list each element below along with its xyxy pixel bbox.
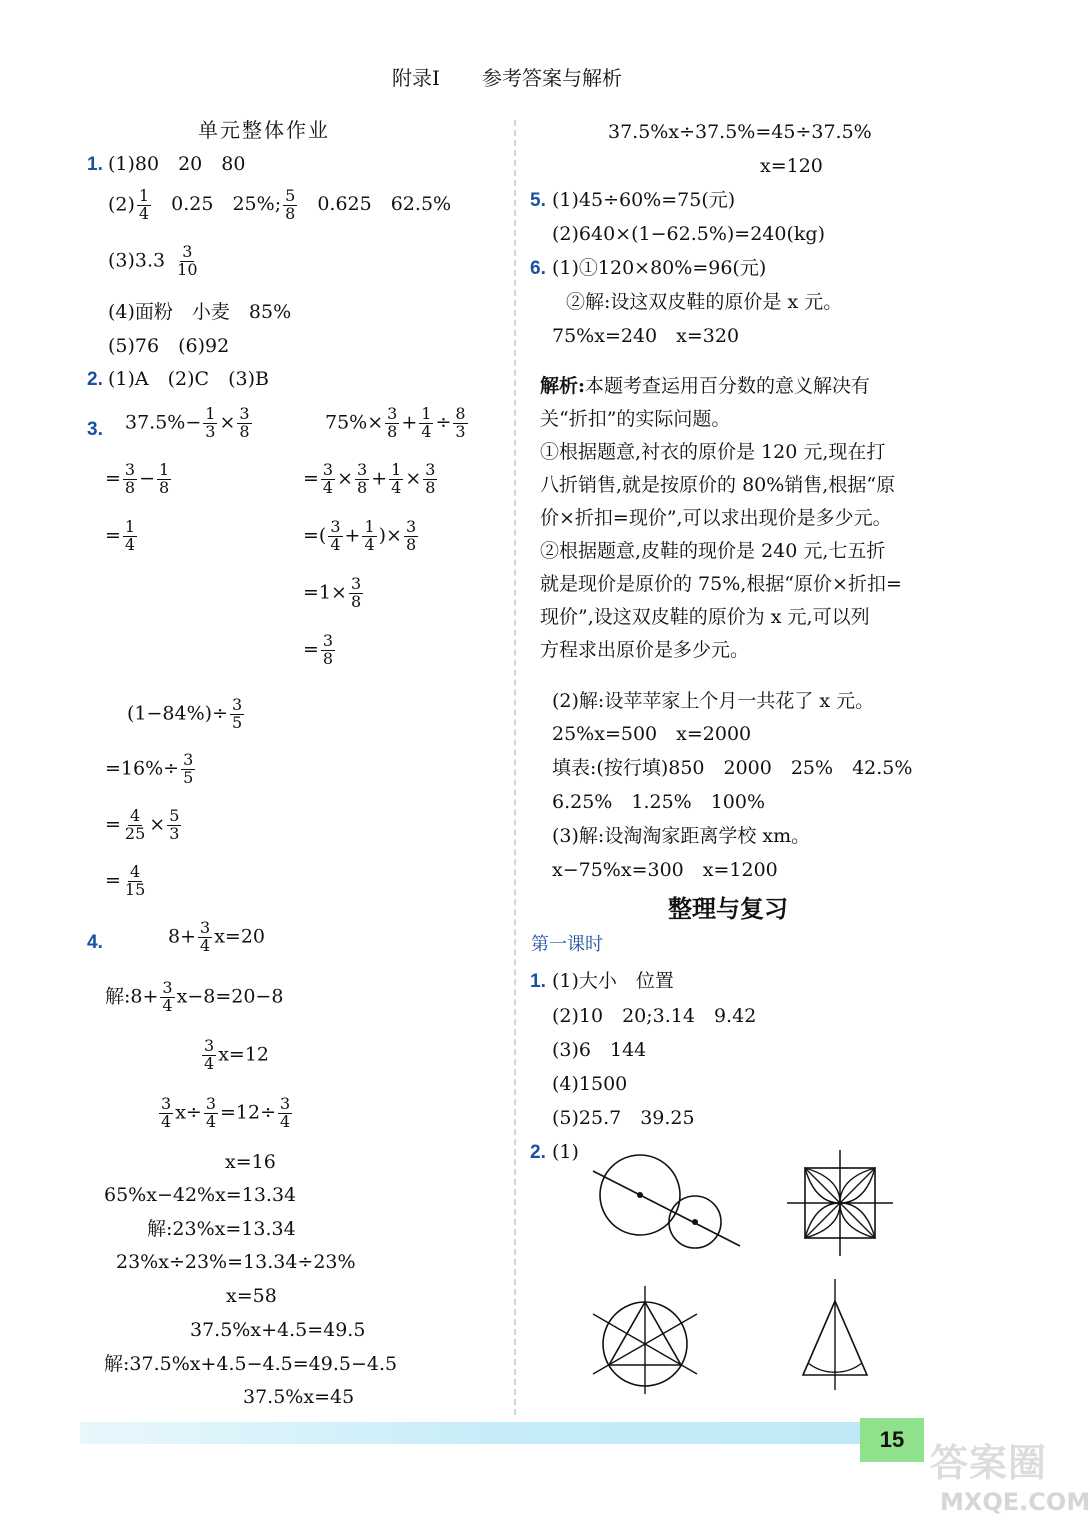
expression-line: [325, 406, 470, 441]
numerator: 3: [357, 460, 368, 479]
equation-line: 37.5%x+4.5=49.5: [190, 1319, 366, 1341]
expression-line: [303, 576, 365, 611]
fraction: [453, 406, 467, 441]
answer-line: 75%x=240 x=320: [552, 325, 740, 347]
denominator: 4: [138, 203, 150, 223]
text: =: [303, 638, 319, 661]
answer-line: (2)640×(1−62.5%)=240(kg): [552, 223, 825, 245]
question-number: 6.: [530, 258, 546, 279]
denominator: 4: [204, 1053, 215, 1073]
equation-line: 37.5%x÷37.5%=45÷37.5%: [608, 121, 872, 143]
answer-line: 6.25% 1.25% 100%: [552, 791, 766, 813]
text: 75%×: [325, 411, 384, 434]
denominator: 5: [183, 767, 194, 787]
fraction: [123, 462, 137, 497]
denominator: 4: [162, 995, 173, 1015]
denominator: 4: [391, 477, 402, 497]
answer-line: (1)①120×80%=96(元): [552, 257, 767, 279]
denominator: 8: [159, 477, 170, 497]
equation-line: [105, 980, 283, 1015]
denominator: 4: [364, 534, 375, 554]
answer-line: (2)解:设苹苹家上个月一共花了 x 元。: [552, 690, 875, 712]
numerator: 4: [130, 806, 141, 825]
answer-line: (1): [552, 1141, 579, 1163]
center-dot: [637, 1192, 643, 1198]
fraction: [321, 462, 335, 497]
square-petal-figure: [785, 1148, 895, 1258]
text: ÷: [435, 411, 452, 434]
triangle-arc-figure: [795, 1275, 885, 1405]
analysis-line: 方程求出原价是多少元。: [540, 639, 750, 661]
answer-line: (4)面粉 小麦 85%: [108, 301, 292, 323]
fraction: [123, 864, 147, 899]
answer-line: 25%x=500 x=2000: [552, 723, 752, 745]
denominator: 4: [280, 1111, 291, 1131]
expression-line: [303, 462, 439, 497]
watermark-url: MXQE.COM: [940, 1488, 1090, 1516]
fraction: [204, 1096, 218, 1131]
fraction: [230, 697, 244, 732]
answer-line: (5)25.7 39.25: [552, 1107, 695, 1129]
expression-line: [303, 519, 420, 554]
answer-line: (1)A (2)C (3)B: [108, 368, 269, 390]
answer-line: (1)80 20 80: [108, 153, 246, 175]
fraction: [321, 633, 335, 668]
text: =: [105, 524, 121, 547]
numerator: 1: [205, 404, 216, 423]
section-title: 单元整体作业: [198, 118, 330, 142]
numerator: 1: [124, 517, 136, 536]
answer-line: (2)10 20;3.14 9.42: [552, 1005, 757, 1027]
fraction: [160, 980, 174, 1015]
equation-line: [200, 1038, 269, 1073]
denominator: 5: [231, 712, 243, 732]
question-number: 2.: [87, 369, 103, 390]
equation-line: 23%x÷23%=13.34÷23%: [116, 1251, 356, 1273]
text: =: [105, 813, 121, 836]
fraction: [404, 519, 418, 554]
equation-line: 解:37.5%x+4.5−4.5=49.5−4.5: [104, 1353, 398, 1375]
text: ×: [405, 467, 422, 490]
fraction: [328, 519, 342, 554]
analysis-line: [540, 377, 870, 396]
question-number: 5.: [530, 190, 546, 211]
equation-line: x=16: [225, 1151, 276, 1173]
fraction: [157, 462, 171, 497]
denominator: 10: [177, 259, 198, 279]
numerator: 3: [162, 978, 173, 997]
answer-line: (5)76 (6)92: [108, 335, 230, 357]
text: (3)3.3: [108, 249, 166, 272]
text: =12÷: [220, 1101, 277, 1124]
text: =16%÷: [105, 757, 180, 780]
denominator: 3: [455, 421, 466, 441]
numerator: 3: [350, 574, 362, 593]
footer-bar: [80, 1422, 860, 1444]
triangle-in-circle-figure: [585, 1282, 705, 1397]
denominator: 8: [124, 477, 136, 497]
question-number: 4.: [87, 932, 103, 953]
question-number: 1.: [87, 154, 103, 175]
text: =: [105, 869, 121, 892]
fraction: [237, 406, 251, 441]
analysis-line: 价×折扣=现价”,可以求出现价是多少元。: [540, 507, 892, 529]
text: +: [344, 524, 361, 547]
equation-line: 65%x−42%x=13.34: [104, 1184, 297, 1206]
page-number-box: [860, 1418, 924, 1462]
text: =: [303, 467, 319, 490]
analysis-line: 就是现价是原价的 75%,根据“原价×折扣=: [540, 573, 902, 595]
text: ×: [149, 813, 166, 836]
expression-line: [125, 406, 254, 441]
denominator: 15: [124, 879, 146, 899]
lesson-label: 第一课时: [531, 934, 603, 955]
numerator: 5: [169, 806, 180, 825]
denominator: 8: [387, 421, 398, 441]
answer-line: (1)大小 位置: [552, 970, 674, 992]
fraction: [175, 244, 199, 279]
fraction: [159, 1096, 173, 1131]
answer-line: x−75%x=300 x=1200: [552, 859, 778, 881]
fraction: [123, 519, 137, 554]
equation-line: [168, 920, 265, 955]
answer-line: (3)6 144: [552, 1039, 647, 1061]
question-number: 3.: [87, 419, 103, 440]
review-section-title: 整理与复习: [668, 895, 788, 923]
text: 本题考查运用百分数的意义解决有: [585, 375, 871, 397]
two-circles-figure: [585, 1140, 750, 1265]
text: +: [401, 411, 418, 434]
text: =(: [303, 524, 327, 547]
denominator: 4: [200, 935, 211, 955]
numerator: 3: [239, 404, 250, 423]
denominator: 4: [161, 1111, 172, 1131]
numerator: 1: [421, 404, 432, 423]
denominator: 8: [285, 203, 296, 223]
fraction: [278, 1096, 292, 1131]
equation-line: 解:23%x=13.34: [147, 1218, 296, 1240]
answer-line: (1)45÷60%=75(元): [552, 189, 736, 211]
answer-line: ②解:设这双皮鞋的原价是 x 元。: [566, 291, 843, 313]
analysis-line: 现价”,设这双皮鞋的原价为 x 元,可以列: [540, 606, 870, 628]
text: ×: [219, 411, 236, 434]
expression-line: [105, 462, 173, 497]
fraction: [203, 406, 217, 441]
fraction: [355, 462, 369, 497]
numerator: 3: [182, 242, 193, 261]
watermark-logo: 答案圈: [930, 1441, 1048, 1485]
analysis-label: 解析:: [540, 375, 586, 397]
numerator: 5: [285, 186, 296, 205]
fraction: [389, 462, 403, 497]
equation-line: x=120: [760, 155, 823, 177]
numerator: 3: [200, 918, 211, 937]
analysis-line: 关“折扣”的实际问题。: [540, 408, 731, 430]
text: +: [371, 467, 388, 490]
denominator: 8: [350, 591, 362, 611]
question-number: 1.: [530, 971, 546, 992]
text: −: [139, 467, 156, 490]
fraction: [137, 188, 151, 223]
text: ×: [337, 467, 354, 490]
expression-line: [105, 808, 183, 843]
numerator: 3: [280, 1094, 291, 1113]
numerator: 3: [124, 460, 136, 479]
numerator: 3: [205, 1094, 217, 1113]
expression-line: [127, 697, 246, 732]
appendix-label: 附录Ⅰ: [392, 66, 440, 90]
denominator: 3: [205, 421, 216, 441]
analysis-line: 八折销售,就是按原价的 80%销售,根据“原: [540, 474, 896, 496]
center-dot: [692, 1219, 698, 1225]
text: 8+: [168, 925, 197, 948]
denominator: 8: [357, 477, 368, 497]
equation-line: [157, 1096, 294, 1131]
fraction: [181, 752, 195, 787]
fraction: [283, 188, 297, 223]
fraction: [198, 920, 212, 955]
fraction: [349, 576, 363, 611]
denominator: 4: [421, 421, 432, 441]
text: =: [105, 467, 121, 490]
text: =1×: [303, 581, 347, 604]
text: 0.625 62.5%: [317, 193, 452, 216]
numerator: 1: [138, 186, 150, 205]
answer-line: 填表:(按行填)850 2000 25% 42.5%: [552, 757, 913, 779]
column-divider: [514, 120, 516, 1415]
expression-line: [105, 519, 139, 554]
text: 0.25 25%;: [171, 193, 282, 216]
numerator: 1: [364, 517, 375, 536]
text: x=20: [214, 925, 266, 948]
text: (2): [108, 193, 135, 216]
denominator: 3: [169, 823, 180, 843]
numerator: 3: [330, 517, 341, 536]
denominator: 8: [322, 648, 334, 668]
numerator: 1: [159, 460, 170, 479]
answer-line-fractions: [108, 188, 451, 223]
numerator: 3: [161, 1094, 172, 1113]
expression-line: [105, 864, 149, 899]
question-number: 2.: [530, 1142, 546, 1163]
numerator: 3: [204, 1036, 215, 1055]
numerator: 3: [322, 631, 334, 650]
numerator: 8: [455, 404, 466, 423]
denominator: 4: [330, 534, 341, 554]
fraction: [123, 808, 147, 843]
denominator: 4: [205, 1111, 217, 1131]
fraction: [362, 519, 376, 554]
fraction: [423, 462, 437, 497]
page-header-title: 参考答案与解析: [482, 66, 622, 90]
fraction: [419, 406, 433, 441]
text: (1−84%)÷: [127, 702, 228, 725]
numerator: 3: [322, 460, 334, 479]
text: )×: [378, 524, 402, 547]
numerator: 3: [231, 695, 243, 714]
numerator: 3: [425, 460, 436, 479]
text: 解:8+: [105, 985, 159, 1008]
analysis-line: ②根据题意,皮鞋的现价是 240 元,七五折: [540, 540, 886, 562]
denominator: 8: [239, 421, 250, 441]
expression-line: [105, 752, 197, 787]
fraction: [202, 1038, 216, 1073]
numerator: 4: [130, 862, 141, 881]
analysis-line: ①根据题意,衬衣的原价是 120 元,现在打: [540, 441, 886, 463]
text: x=12: [218, 1043, 269, 1066]
text: x÷: [175, 1101, 202, 1124]
answer-line: (3)解:设淘淘家距离学校 xm。: [552, 825, 811, 847]
numerator: 3: [387, 404, 398, 423]
fraction: [385, 406, 399, 441]
denominator: 8: [425, 477, 436, 497]
page-number: 15: [879, 1427, 905, 1452]
equation-line: 37.5%x=45: [243, 1386, 355, 1408]
denominator: 4: [322, 477, 334, 497]
answer-line: (4)1500: [552, 1073, 628, 1095]
fraction: [167, 808, 181, 843]
denominator: 8: [405, 534, 417, 554]
answer-line-fractions: [108, 244, 202, 279]
text: x−8=20−8: [176, 985, 284, 1008]
expression-line: [303, 633, 337, 668]
numerator: 3: [183, 750, 194, 769]
numerator: 1: [391, 460, 402, 479]
equation-line: x=58: [226, 1285, 277, 1307]
denominator: 25: [124, 823, 146, 843]
numerator: 3: [405, 517, 417, 536]
text: 37.5%−: [125, 411, 202, 434]
denominator: 4: [124, 534, 136, 554]
